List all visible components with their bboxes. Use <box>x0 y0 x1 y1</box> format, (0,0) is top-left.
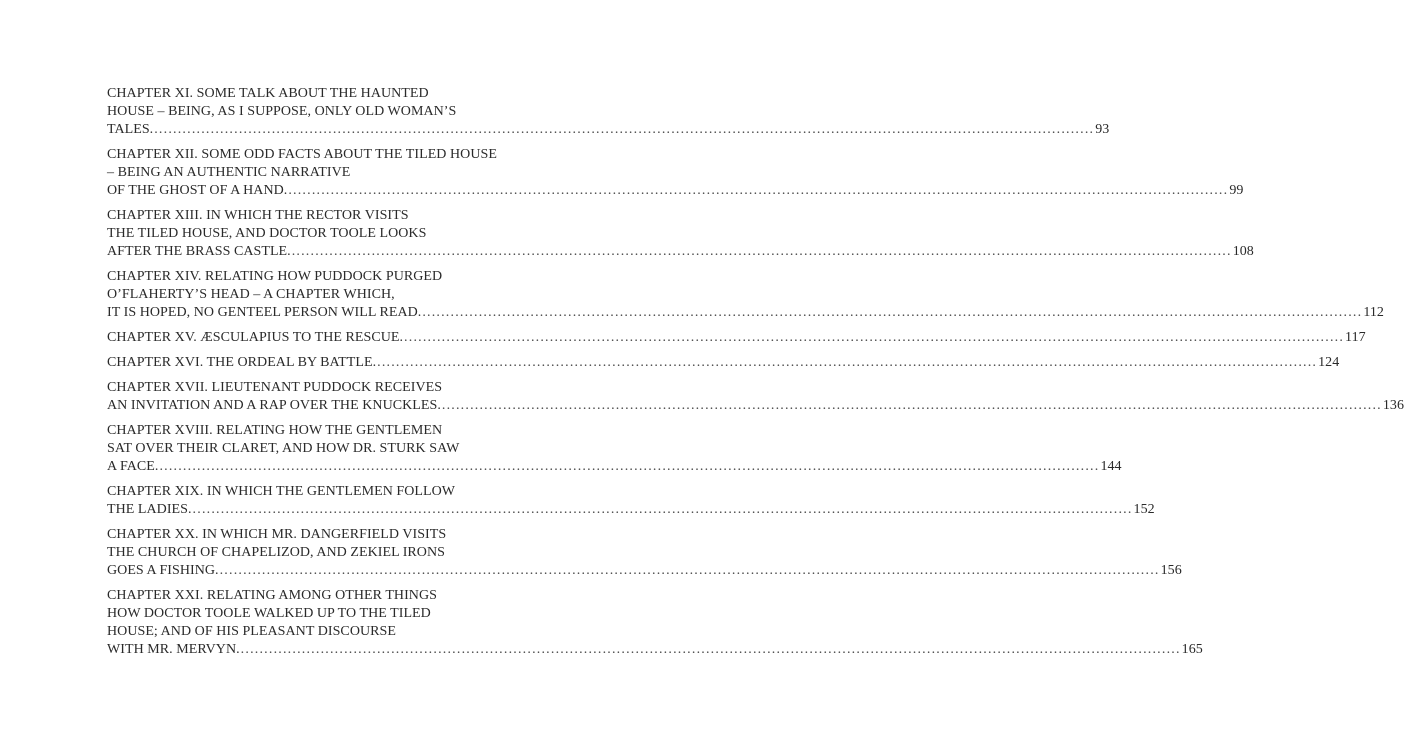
toc-entry-final-line <box>107 182 1244 200</box>
toc-entry-line: OF THE GHOST OF A HAND. <box>107 183 288 198</box>
toc-entry-line: CHAPTER XV. ÆSCULAPIUS TO THE RESCUE. <box>107 330 404 345</box>
toc-entry-line: CHAPTER XII. SOME ODD FACTS ABOUT THE TILED HOUSE <box>107 147 497 162</box>
toc-entry-line: CHAPTER XX. IN WHICH MR. DANGERFIELD VISITS <box>107 527 447 542</box>
toc-entry-line: THE TILED HOUSE, AND DOCTOR TOOLE LOOKS <box>107 226 427 241</box>
dot-leader: ........................................................................................................................................................................................................ <box>377 355 1318 370</box>
toc-entry <box>107 422 1122 476</box>
toc-entry-line: CHAPTER XIX. IN WHICH THE GENTLEMEN FOLLOW <box>107 484 456 499</box>
toc-entry-line: AN INVITATION AND A RAP OVER THE KNUCKLES. <box>107 398 441 413</box>
toc-entry-line: SAT OVER THEIR CLARET, AND HOW DR. STURK SAW <box>107 441 460 456</box>
dot-leader: ........................................................................................................................................................................................................ <box>404 330 1345 345</box>
toc-entry-line: – BEING AN AUTHENTIC NARRATIVE <box>107 165 351 180</box>
dot-leader: ........................................................................................................................................................................................................ <box>219 563 1160 578</box>
dot-leader: ........................................................................................................................................................................................................ <box>192 502 1133 517</box>
dot-leader: ........................................................................................................................................................................................................ <box>441 398 1382 413</box>
page-number: 99 <box>1229 183 1244 198</box>
page-number: 136 <box>1382 398 1404 413</box>
page-number: 124 <box>1318 355 1340 370</box>
toc-entry-line: WITH MR. MERVYN. <box>107 642 240 657</box>
toc-entry-line: HOUSE; AND OF HIS PLEASANT DISCOURSE <box>107 624 396 639</box>
toc-entry-line: CHAPTER XI. SOME TALK ABOUT THE HAUNTED <box>107 86 429 101</box>
toc-entry-line: CHAPTER XVIII. RELATING HOW THE GENTLEMEN <box>107 423 443 438</box>
toc-entry <box>107 483 1155 519</box>
toc-entry <box>107 526 1182 580</box>
toc-entry-line: HOW DOCTOR TOOLE WALKED UP TO THE TILED <box>107 606 431 621</box>
toc-entry-line: AFTER THE BRASS CASTLE. <box>107 244 291 259</box>
toc-entry-line: CHAPTER XIII. IN WHICH THE RECTOR VISITS <box>107 208 409 223</box>
toc-entry-final-line <box>107 329 1366 347</box>
dot-leader: ........................................................................................................................................................................................................ <box>154 122 1095 137</box>
toc-entry-line: CHAPTER XIV. RELATING HOW PUDDOCK PURGED <box>107 269 443 284</box>
dot-leader: ........................................................................................................................................................................................................ <box>288 183 1229 198</box>
toc-entry-final-line <box>107 501 1155 519</box>
toc-entry-line: CHAPTER XXI. RELATING AMONG OTHER THINGS <box>107 588 437 603</box>
toc-entry-line: CHAPTER XVI. THE ORDEAL BY BATTLE. <box>107 355 377 370</box>
toc-entry-line: HOUSE – BEING, AS I SUPPOSE, ONLY OLD WOMAN’S <box>107 104 457 119</box>
page-number: 108 <box>1232 244 1254 259</box>
toc-entry-line: IT IS HOPED, NO GENTEEL PERSON WILL READ. <box>107 305 422 320</box>
toc-entry <box>107 146 1244 200</box>
toc-entry-line: GOES A FISHING. <box>107 563 219 578</box>
toc-entry-line: A FACE. <box>107 459 159 474</box>
toc-entry <box>107 329 1366 347</box>
page-number: 112 <box>1363 305 1384 320</box>
toc-entry-line: O’FLAHERTY’S HEAD – A CHAPTER WHICH, <box>107 287 395 302</box>
toc-entry-line: TALES. <box>107 122 154 137</box>
toc-entry-final-line <box>107 458 1122 476</box>
table-of-contents <box>107 85 1404 666</box>
page-number: 93 <box>1095 122 1110 137</box>
toc-entry-final-line <box>107 397 1404 415</box>
dot-leader: ........................................................................................................................................................................................................ <box>422 305 1363 320</box>
toc-entry <box>107 587 1203 659</box>
toc-entry <box>107 379 1404 415</box>
page-number: 117 <box>1345 330 1366 345</box>
toc-entry-final-line <box>107 121 1110 139</box>
toc-entry-final-line <box>107 243 1254 261</box>
page-number: 144 <box>1100 459 1122 474</box>
toc-entry <box>107 207 1254 261</box>
toc-entry-final-line <box>107 562 1182 580</box>
toc-entry-line: THE LADIES. <box>107 502 192 517</box>
toc-entry-final-line <box>107 354 1340 372</box>
page-number: 156 <box>1160 563 1182 578</box>
toc-entry <box>107 268 1384 322</box>
toc-entry-final-line <box>107 304 1384 322</box>
dot-leader: ........................................................................................................................................................................................................ <box>291 244 1232 259</box>
toc-entry-line: THE CHURCH OF CHAPELIZOD, AND ZEKIEL IRONS <box>107 545 445 560</box>
toc-entry-line: CHAPTER XVII. LIEUTENANT PUDDOCK RECEIVES <box>107 380 443 395</box>
toc-entry-final-line <box>107 641 1203 659</box>
page-number: 152 <box>1133 502 1155 517</box>
dot-leader: ........................................................................................................................................................................................................ <box>159 459 1100 474</box>
dot-leader: ........................................................................................................................................................................................................ <box>240 642 1181 657</box>
page-number: 165 <box>1181 642 1203 657</box>
toc-entry <box>107 85 1110 139</box>
toc-entry <box>107 354 1340 372</box>
